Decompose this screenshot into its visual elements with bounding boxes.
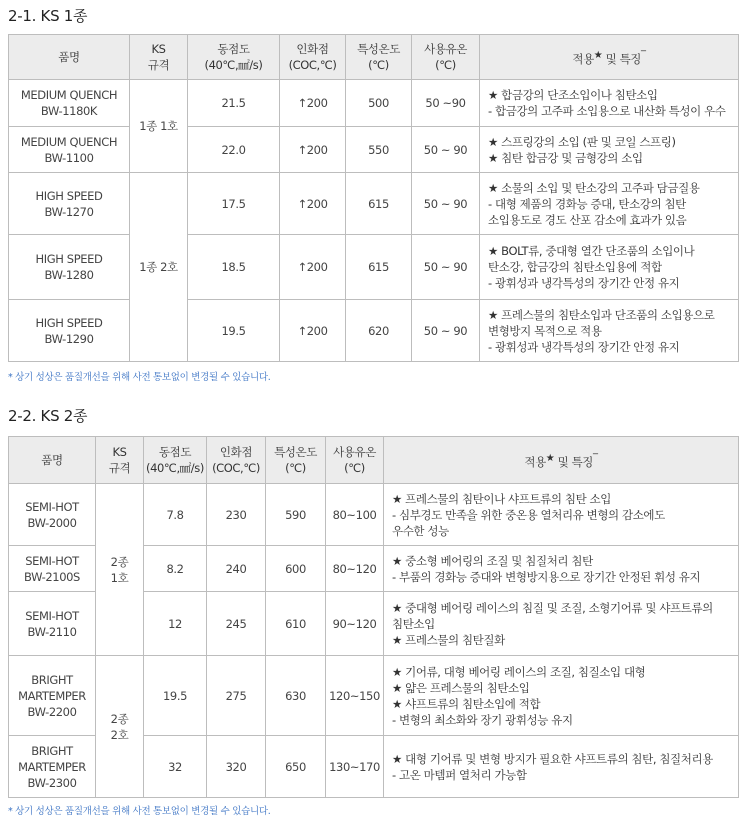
header-flash-point: 인화점 (COC,℃) [207, 437, 266, 484]
header-name: 품명 [9, 437, 96, 484]
disclaimer-note: * 상기 성상은 품질개선을 위해 사전 통보없이 변경될 수 있습니다. [8, 806, 271, 817]
use-temp: 130~170 [326, 736, 384, 798]
use-temp: 50 ~ 90 [412, 300, 480, 362]
flash-point: 230 [207, 484, 266, 546]
flash-point: ↑200 [280, 235, 346, 300]
char-temp: 650 [266, 736, 326, 798]
header-viscosity: 동점도 (40℃,㎟/s) [188, 35, 280, 80]
viscosity: 8.2 [144, 546, 207, 592]
product-name: HIGH SPEED BW-1270 [9, 173, 130, 235]
table-row [9, 656, 739, 736]
dash-icon: ‾ [593, 452, 598, 464]
product-name: HIGH SPEED BW-1290 [9, 300, 130, 362]
product-name: BRIGHT MARTEMPER BW-2200 [9, 656, 96, 736]
table-row [9, 235, 739, 300]
application: ★ 프레스물의 침탄소입과 단조품의 소입용으로 변형방지 목적으로 적용 - 광휘성과 냉각특성의 장기간 안정 유지 [480, 300, 739, 362]
header-use-temp: 사용유온 (℃) [412, 35, 480, 80]
application: ★ 프레스물의 침탄이나 샤프트류의 침탄 소입 - 심부경도 만족을 위한 중온용 열처리유 변형의 감소에도 우수한 성능 [384, 484, 739, 546]
use-temp: 50 ~ 90 [412, 235, 480, 300]
use-temp: 50 ~ 90 [412, 127, 480, 173]
viscosity: 12 [144, 592, 207, 656]
header-char-temp: 특성온도 (℃) [266, 437, 326, 484]
viscosity: 22.0 [188, 127, 280, 173]
table-header-row [9, 35, 739, 80]
product-name: BRIGHT MARTEMPER BW-2300 [9, 736, 96, 798]
ks-spec: 2종 1호 [96, 484, 144, 656]
table-row [9, 484, 739, 546]
use-temp: 120~150 [326, 656, 384, 736]
application: ★ 대형 기어류 및 변형 방지가 필요한 샤프트류의 침탄, 침질처리용 - 고온 마템퍼 열처리 가능함 [384, 736, 739, 798]
table-row [9, 127, 739, 173]
disclaimer-note: * 상기 성상은 품질개선을 위해 사전 통보없이 변경될 수 있습니다. [8, 372, 271, 383]
ks-spec: 2종 2호 [96, 656, 144, 798]
viscosity: 32 [144, 736, 207, 798]
product-name: SEMI-HOT BW-2110 [9, 592, 96, 656]
product-name: HIGH SPEED BW-1280 [9, 235, 130, 300]
dash-icon: ‾ [641, 49, 646, 61]
header-ks: KS 규격 [96, 437, 144, 484]
char-temp: 590 [266, 484, 326, 546]
header-application: 적용★ 및 특징‾ [480, 35, 739, 80]
table-row [9, 300, 739, 362]
product-name: MEDIUM QUENCH BW-1100 [9, 127, 130, 173]
char-temp: 615 [346, 235, 412, 300]
product-name: SEMI-HOT BW-2000 [9, 484, 96, 546]
viscosity: 7.8 [144, 484, 207, 546]
flash-point: 240 [207, 546, 266, 592]
flash-point: ↑200 [280, 127, 346, 173]
application: ★ BOLT류, 중대형 열간 단조품의 소입이나 탄소강, 합금강의 침탄소입용에 적합 - 광휘성과 냉각특성의 장기간 안정 유지 [480, 235, 739, 300]
use-temp: 50 ~90 [412, 80, 480, 127]
table-header-row [9, 437, 739, 484]
viscosity: 19.5 [144, 656, 207, 736]
viscosity: 19.5 [188, 300, 280, 362]
product-name: SEMI-HOT BW-2100S [9, 546, 96, 592]
use-temp: 90~120 [326, 592, 384, 656]
table-row [9, 173, 739, 235]
section-title-ks2: 2-2. KS 2종 [8, 407, 88, 425]
use-temp: 50 ~ 90 [412, 173, 480, 235]
ks1-table [8, 34, 739, 362]
viscosity: 18.5 [188, 235, 280, 300]
ks-spec: 1종 2호 [130, 173, 188, 362]
application: ★ 스프링강의 소입 (판 및 코일 스프링) ★ 침탄 합금강 및 금형강의 소입 [480, 127, 739, 173]
application: ★ 합금강의 단조소입이나 침탄소입 - 합금강의 고주파 소입용으로 내산화 특성이 우수 [480, 80, 739, 127]
header-viscosity: 동점도 (40℃,㎟/s) [144, 437, 207, 484]
product-name: MEDIUM QUENCH BW-1180K [9, 80, 130, 127]
viscosity: 21.5 [188, 80, 280, 127]
char-temp: 600 [266, 546, 326, 592]
header-flash-point: 인화점 (COC,℃) [280, 35, 346, 80]
ks2-table [8, 436, 739, 798]
viscosity: 17.5 [188, 173, 280, 235]
char-temp: 610 [266, 592, 326, 656]
char-temp: 620 [346, 300, 412, 362]
application: ★ 기어류, 대형 베어링 레이스의 조질, 침질소입 대형 ★ 얇은 프레스물의 침탄소입 ★ 샤프트류의 침탄소입에 적합 - 변형의 최소화와 장기 광휘성능 유지 [384, 656, 739, 736]
use-temp: 80~120 [326, 546, 384, 592]
star-icon: ★ [593, 49, 603, 61]
star-icon: ★ [545, 452, 555, 464]
table-row [9, 80, 739, 127]
char-temp: 550 [346, 127, 412, 173]
header-ks: KS 규격 [130, 35, 188, 80]
flash-point: ↑200 [280, 80, 346, 127]
section-title-ks1: 2-1. KS 1종 [8, 7, 88, 25]
flash-point: 245 [207, 592, 266, 656]
application: ★ 중대형 베어링 레이스의 침질 및 조질, 소형기어류 및 샤프트류의 침탄소입 ★ 프레스물의 침탄질화 [384, 592, 739, 656]
char-temp: 615 [346, 173, 412, 235]
application: ★ 소물의 소입 및 탄소강의 고주파 담금질용 - 대형 제품의 경화능 증대, 탄소강의 침탄 소입용도로 경도 산포 감소에 효과가 있음 [480, 173, 739, 235]
application: ★ 중소형 베어링의 조질 및 침질처리 침탄 - 부품의 경화능 증대와 변형방지용으로 장기간 안정된 휘성 유지 [384, 546, 739, 592]
header-use-temp: 사용유온 (℃) [326, 437, 384, 484]
use-temp: 80~100 [326, 484, 384, 546]
header-char-temp: 특성온도 (℃) [346, 35, 412, 80]
header-name: 품명 [9, 35, 130, 80]
char-temp: 630 [266, 656, 326, 736]
header-application: 적용★ 및 특징‾ [384, 437, 739, 484]
flash-point: 275 [207, 656, 266, 736]
flash-point: ↑200 [280, 173, 346, 235]
flash-point: 320 [207, 736, 266, 798]
ks-spec: 1종 1호 [130, 80, 188, 173]
char-temp: 500 [346, 80, 412, 127]
flash-point: ↑200 [280, 300, 346, 362]
